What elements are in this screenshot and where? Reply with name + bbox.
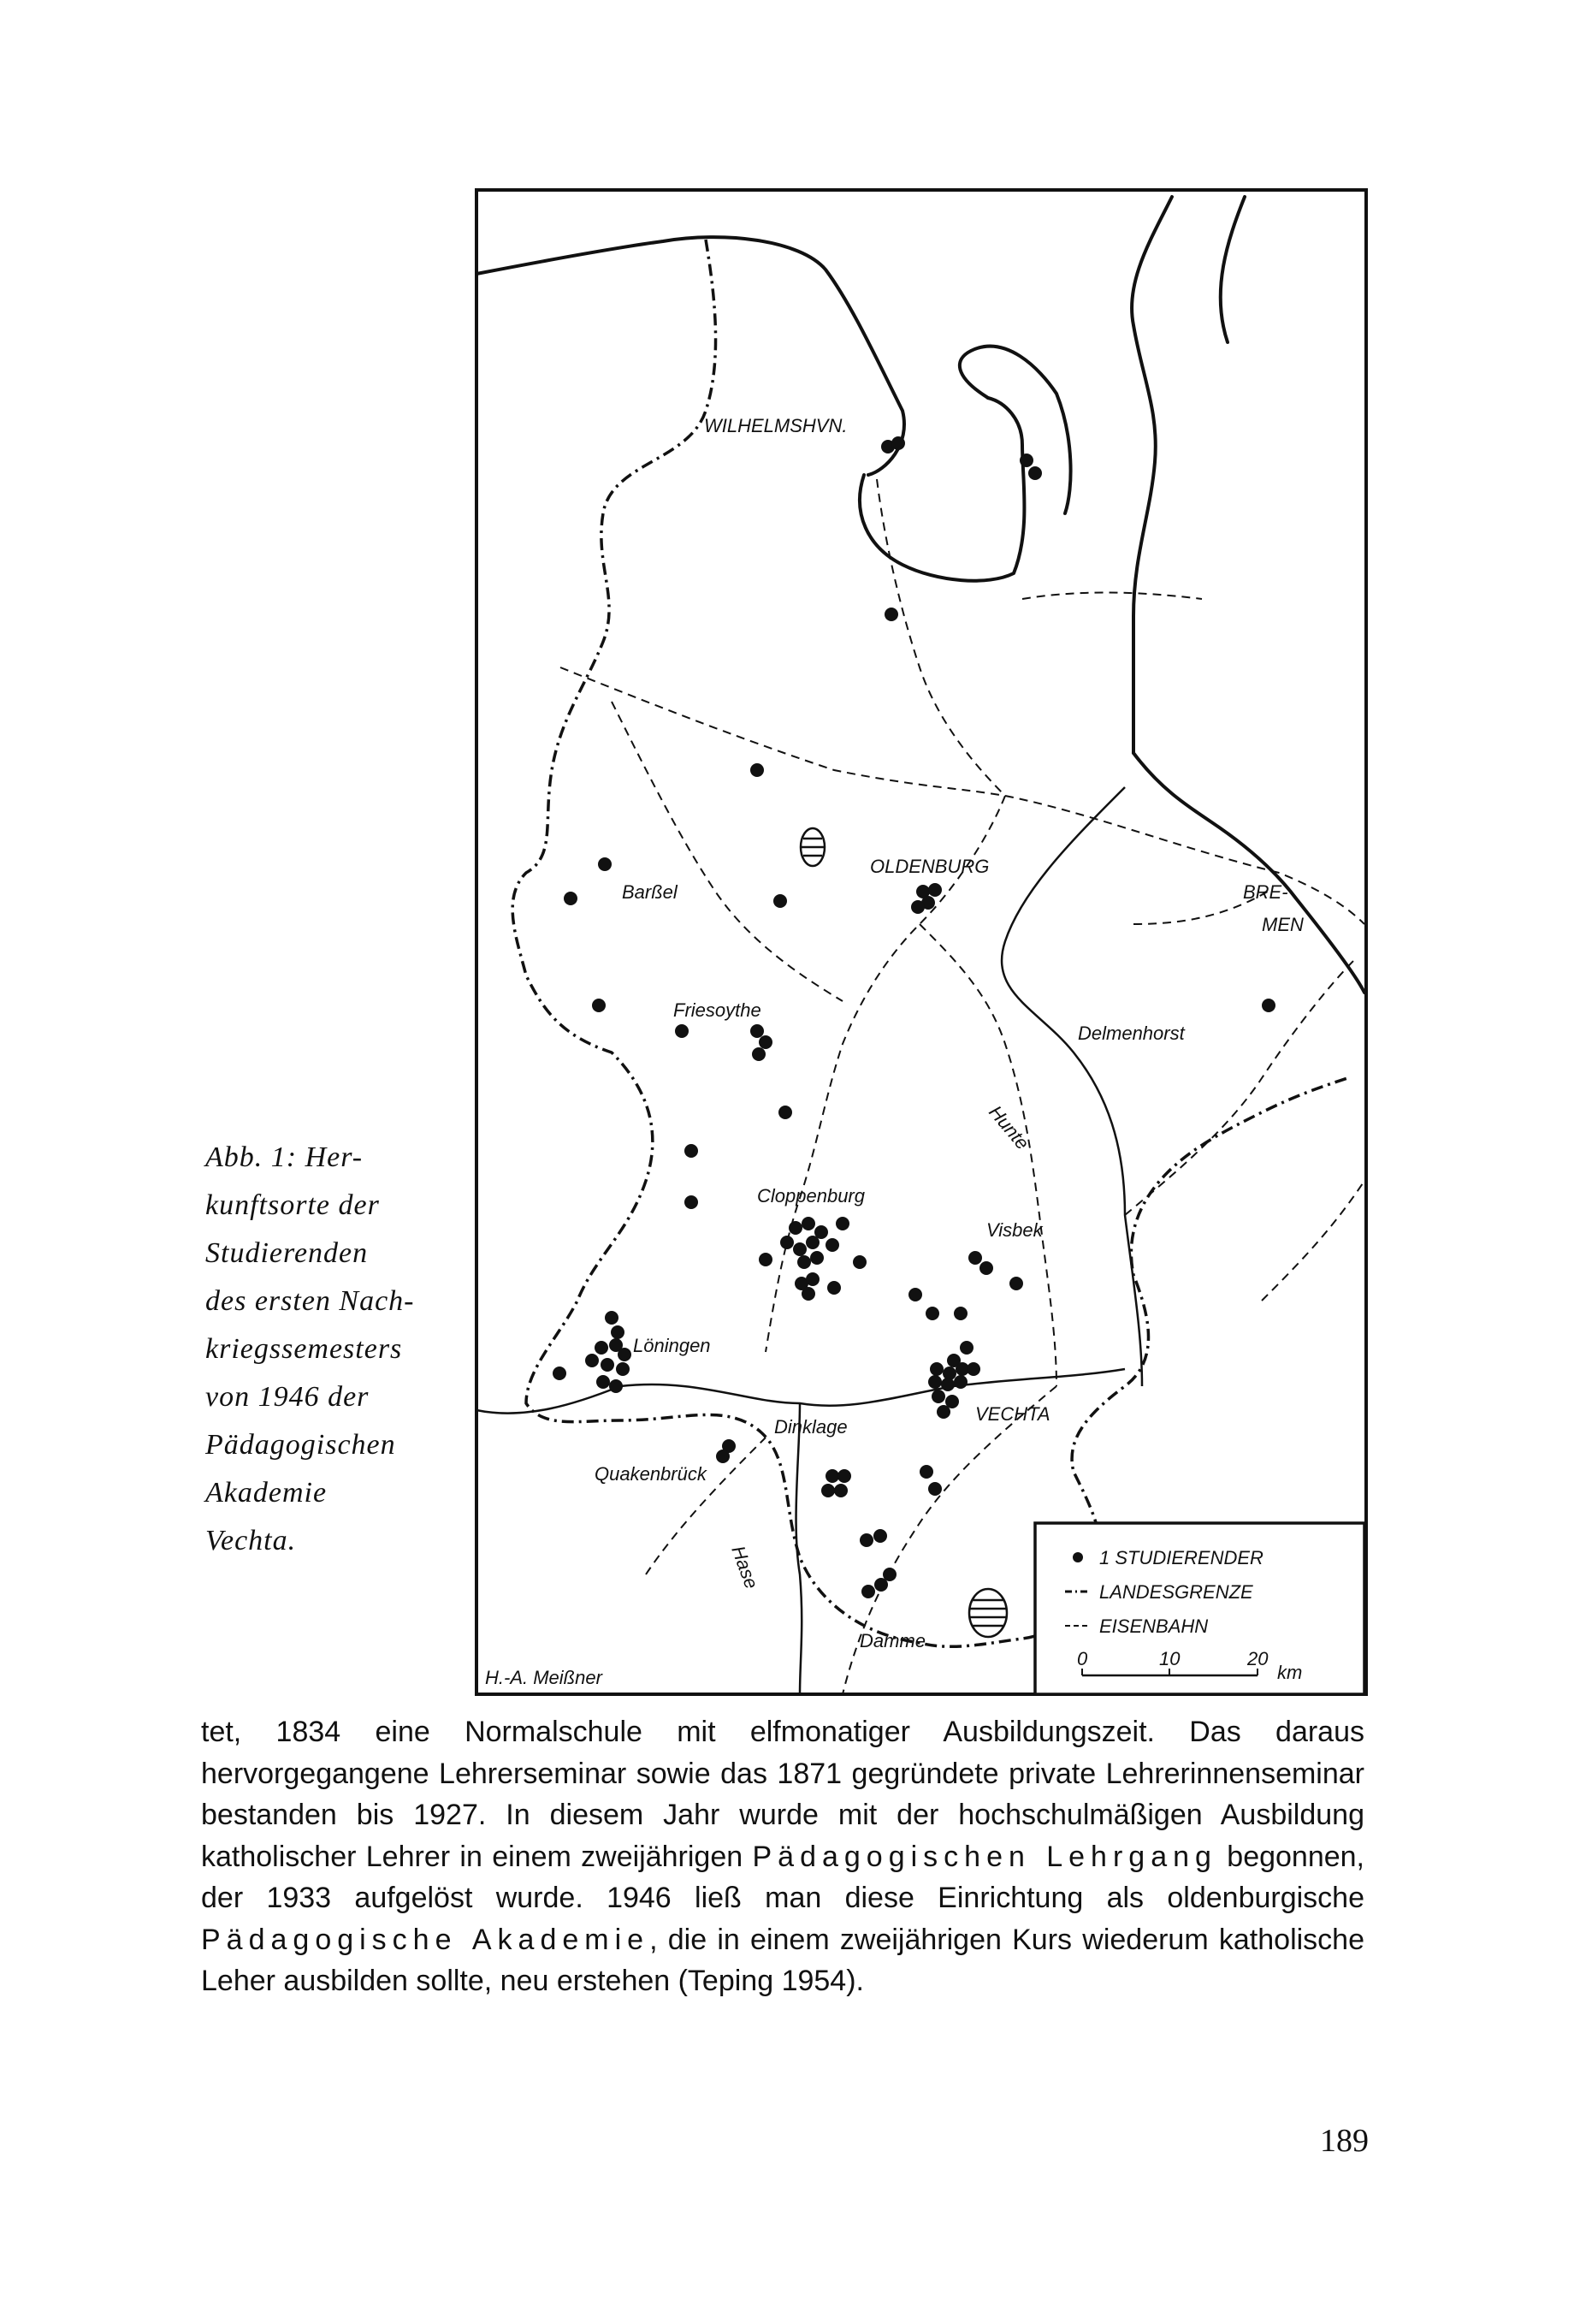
label-delmenhorst: Delmenhorst (1078, 1023, 1185, 1044)
map-svg (475, 188, 1369, 1699)
caption-line: Pädagogischen (205, 1429, 396, 1461)
railways (560, 479, 1364, 1694)
label-oldenburg: OLDENBURG (870, 856, 990, 877)
label-loeningen: Löningen (633, 1335, 711, 1356)
state-border (512, 240, 1347, 1646)
label-visbek: Visbek (986, 1219, 1043, 1241)
text-run-spaced-2: Pädagogische Akademie (201, 1923, 650, 1956)
text-run-spaced-1: Pädagogischen Lehrgang (752, 1840, 1217, 1873)
legend-border: LANDESGRENZE (1099, 1581, 1253, 1603)
lake-zwischenahn (801, 828, 825, 866)
caption-line: Vechta. (205, 1525, 297, 1556)
label-damme: Damme (860, 1630, 926, 1651)
body-paragraph (201, 1711, 1364, 2002)
label-hunte: Hunte (985, 1101, 1034, 1154)
map-figure (475, 188, 1369, 1699)
label-bremen-2: MEN (1262, 914, 1304, 935)
scale-label-20: 20 (1247, 1648, 1269, 1669)
caption-line: kriegssemesters (205, 1333, 403, 1365)
scale-unit: km (1277, 1662, 1303, 1683)
text-run-1: tet, 1834 eine Normalschule mit elfmonatiger Ausbildungszeit. Das daraus hervorgegangene Lehrerseminar sowie das 1871 gegründete private Lehrerinnenseminar bestanden bis 1927. In diesem Jahr wurde mit der hochschulmäßigen Ausbildung katholischer Lehrer in einem zweijährigen (201, 1716, 1364, 1873)
label-bremen-1: BRE- (1243, 881, 1288, 903)
caption-line: Studierenden (205, 1237, 369, 1269)
label-hase: Hase (727, 1543, 763, 1592)
caption-line: des ersten Nach- (205, 1285, 415, 1317)
caption-line: Akademie (205, 1477, 328, 1509)
caption-line: kunftsorte der (205, 1189, 380, 1221)
caption-line: Abb. 1: Her- (205, 1141, 364, 1173)
text-run-3: , die in einem zweijährigen Kurs wiederum katholische Leher ausbilden sollte, neu erstehen (Teping 1954). (201, 1923, 1364, 1997)
lake-duemmer (969, 1589, 1007, 1637)
legend-dot-symbol (1073, 1552, 1083, 1562)
label-vechta: VECHTA (975, 1403, 1050, 1425)
label-dinklage: Dinklage (774, 1416, 848, 1438)
page-number: 189 (1320, 2123, 1369, 2159)
scale-label-10: 10 (1159, 1648, 1181, 1669)
map-credit: H.-A. Meißner (485, 1667, 602, 1688)
paragraph-text (201, 1711, 1364, 2002)
legend-student: 1 STUDIERENDER (1099, 1547, 1263, 1568)
map-legend (1035, 1523, 1364, 1694)
student-dots (553, 436, 1275, 1598)
legend-railway: EISENBAHN (1099, 1616, 1209, 1637)
river-hunte (1002, 787, 1142, 1386)
caption-line: von 1946 der (205, 1381, 370, 1413)
label-barssel: Barßel (622, 881, 678, 903)
scale-label-0: 0 (1077, 1648, 1088, 1669)
text-run-2: begonnen, der 1933 aufgelöst wurde. 1946 ließ man diese Einrichtung als oldenburgische (201, 1840, 1365, 1914)
figure-caption (205, 1134, 436, 1565)
label-cloppenburg: Cloppenburg (757, 1185, 865, 1206)
label-friesoythe: Friesoythe (673, 999, 761, 1021)
label-wilhelmshaven: WILHELMSHVN. (704, 415, 848, 436)
label-quakenbrueck: Quakenbrück (595, 1463, 707, 1485)
